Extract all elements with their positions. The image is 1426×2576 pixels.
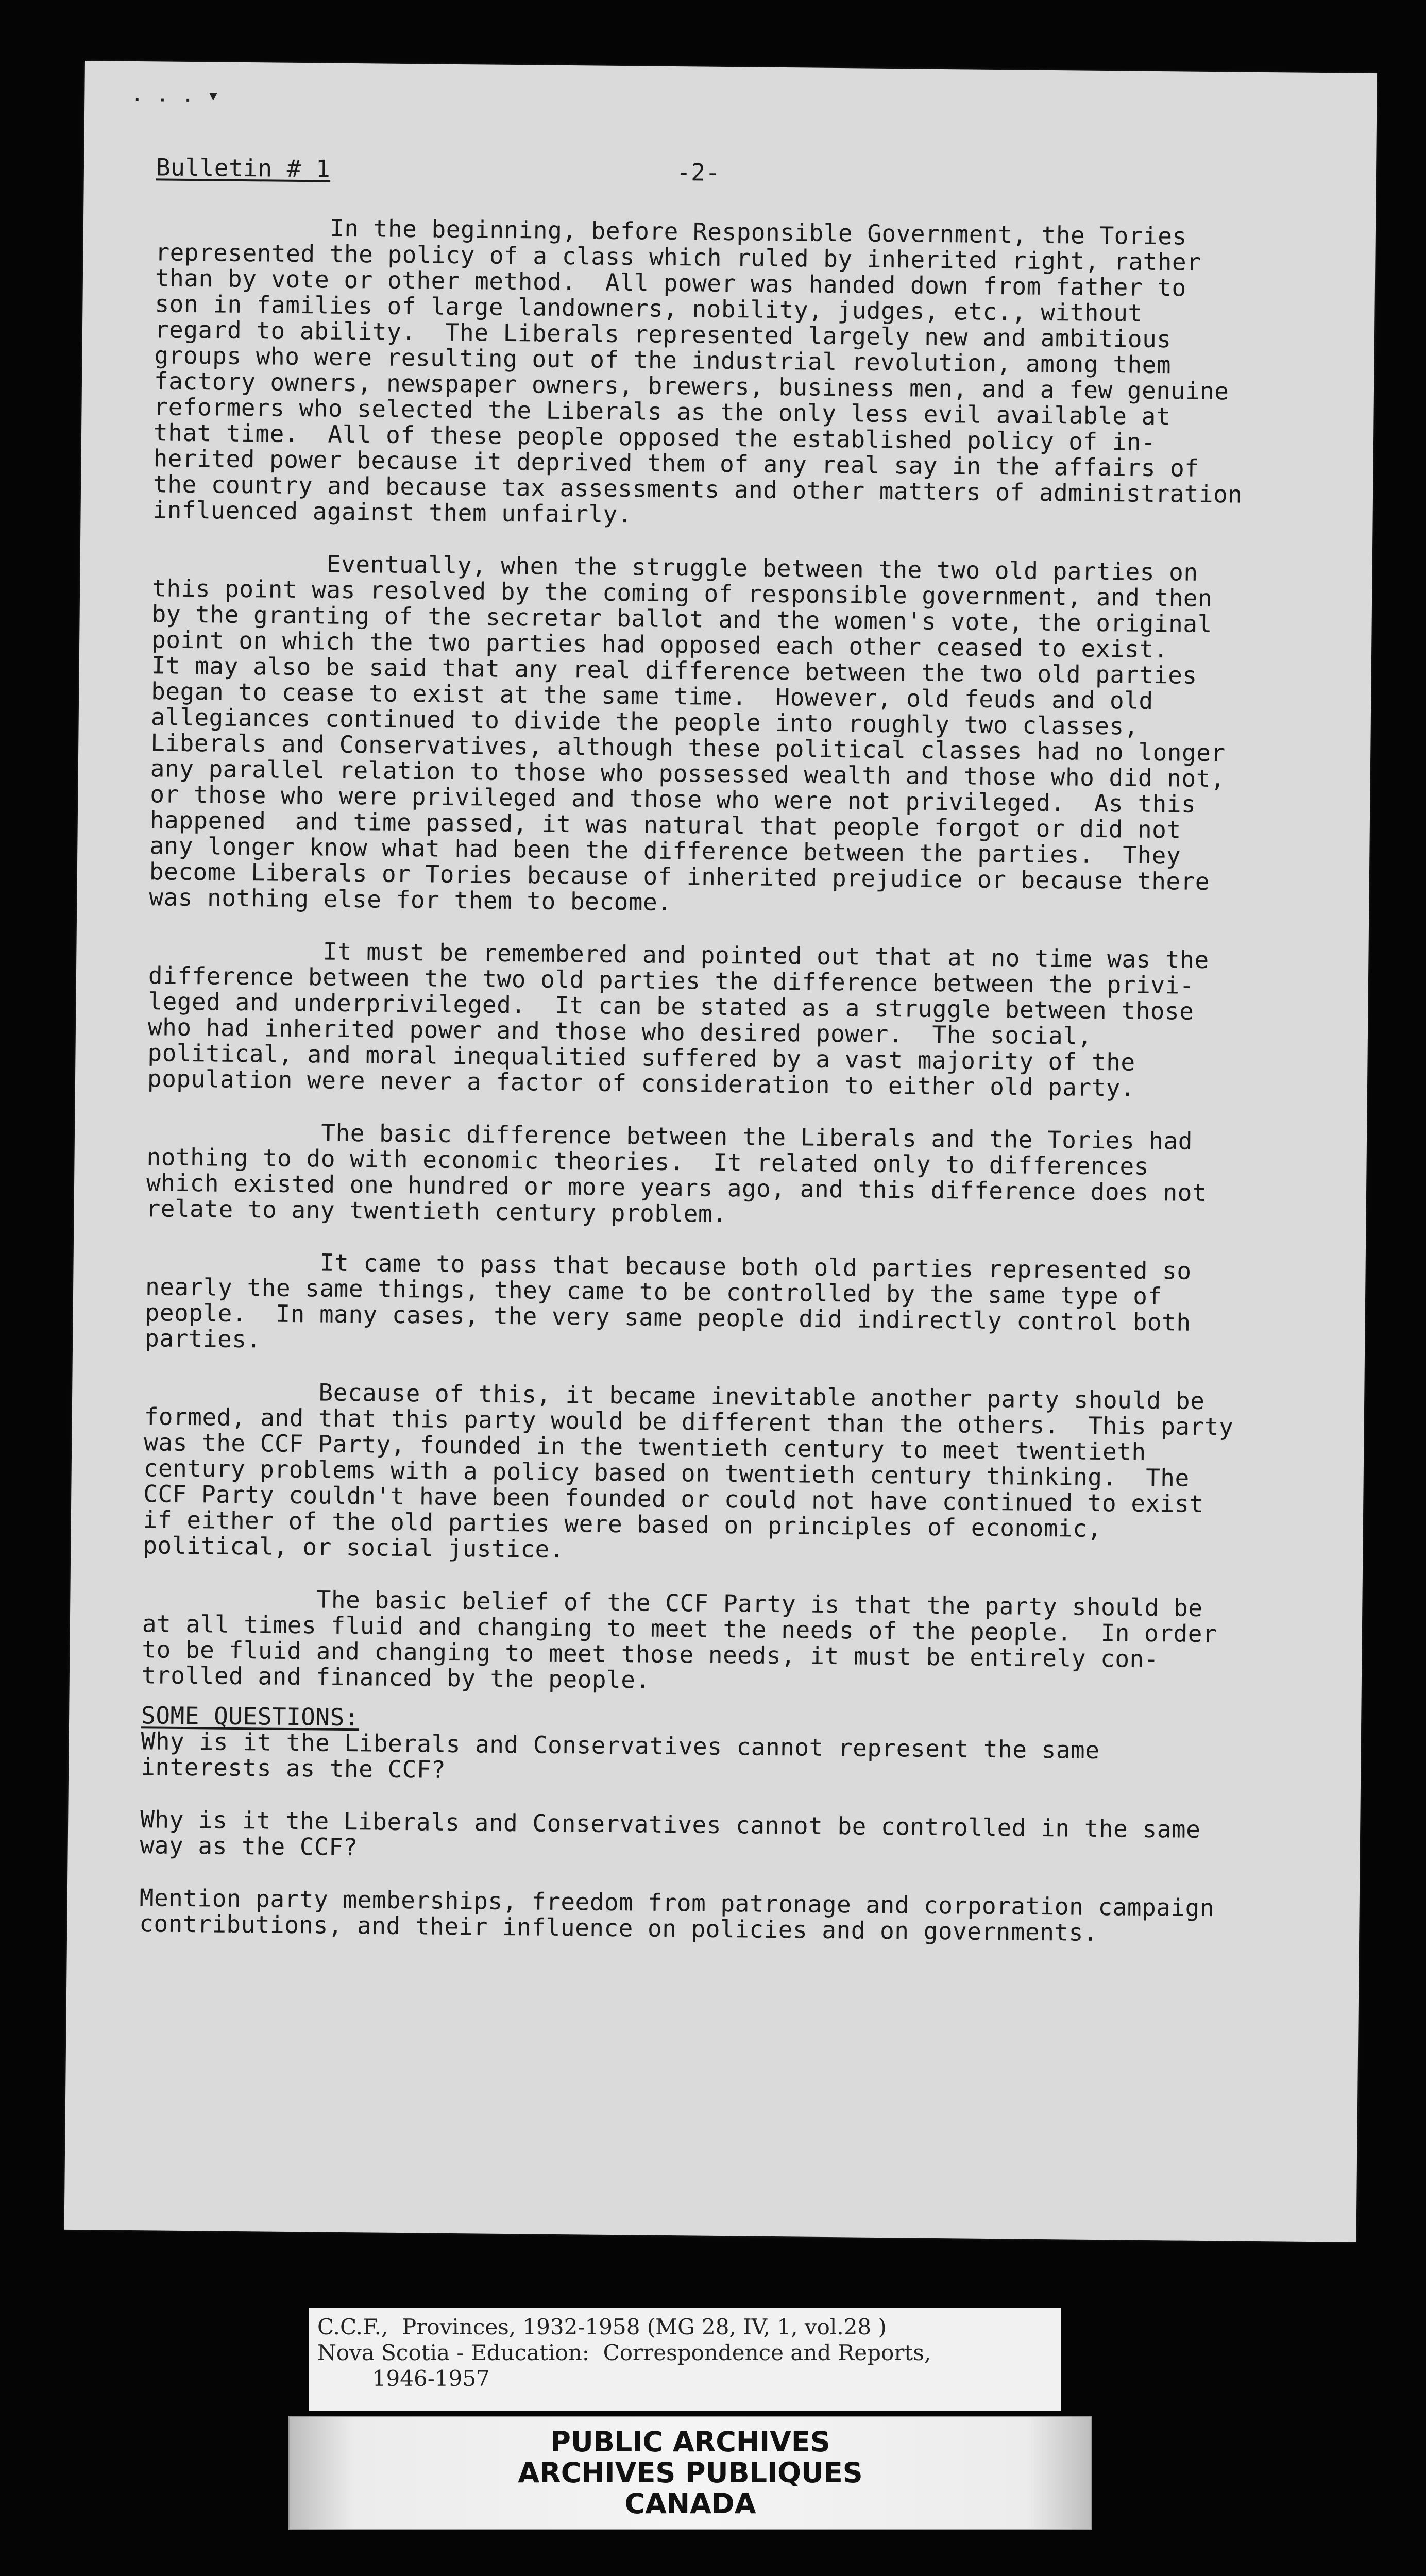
paragraph: Because of this, it became inevitable another party should be formed, and that this party would be different than the others. This party was the CCF Party, founded in the twentieth century to meet twentieth century problems with a policy based on twentieth century thinking. The CCF Party couldn't have been founded or could not have continued to exist if either of the old parties were based on principles of economic, political, or social justice. (143, 1377, 1234, 1564)
paragraph: The basic difference between the Liberals and the Tories had nothing to do with economic theories. It related only to differences which existed one hundred or more years ago, and this difference does not relate to any twentieth century problem. (146, 1117, 1207, 1228)
question-item: Mention party memberships, freedom from patronage and corporation campaign contributions, and their influence on policies and on governments. (139, 1884, 1215, 1947)
question-item: Why is it the Liberals and Conservatives cannot represent the same interests as the CCF? (140, 1727, 1100, 1784)
document-body (139, 213, 1361, 1974)
paragraph: In the beginning, before Responsible Government, the Tories represented the policy of a class which ruled by inherited right, rather than by vote or other method. All power was handed down from father to son in families of large landowners, nobility, judges, etc., without regard to ability. The Liberals represented largely new and ambitious groups who were resulting out of the industrial revolution, among them factory owners, newspaper owners, brewers, business men, and a few genuine reformers who selected the Liberals as the only less evil available at that time. All of these people opposed the established policy of in- herited power because it deprived them of any real say in the affairs of the country and because tax assessments and other matters of administration influenced against them unfairly. (152, 212, 1243, 529)
typed-page (64, 61, 1377, 2242)
catalog-line: 1946-1957 (317, 2366, 490, 2391)
catalog-line: Nova Scotia - Education: Correspondence and Reports, (317, 2340, 931, 2365)
page-number: -2- (676, 158, 720, 187)
stamp-line: PUBLIC ARCHIVES (550, 2426, 830, 2458)
corner-marks: . . . ▾ (131, 82, 220, 108)
paragraph: It came to pass that because both old parties represented so nearly the same things, they came to be controlled by the same type of people. In many cases, the very same people did indirectly control both parties. (144, 1247, 1192, 1353)
stamp-line: CANADA (624, 2487, 756, 2520)
question-item: Why is it the Liberals and Conservatives cannot be controlled in the same way as the CCF? (140, 1805, 1201, 1861)
paragraph: The basic belief of the CCF Party is that the party should be at all times fluid and changing to meet the needs of the people. In order to be fluid and changing to meet those needs, it must be entirely con- trolled and financed by the people. (141, 1584, 1217, 1694)
archive-catalog-label (309, 2308, 1061, 2411)
questions-heading: SOME QUESTIONS: (141, 1701, 360, 1732)
paragraph: It must be remembered and pointed out that at no time was the difference between the two old parties the difference between the privi- leged and underprivileged. It can be stated as a struggle between those who had inherited power and those who desired power. The social, political, and moral inequalitied suffered by a vast majority of the population were never a factor of consideration to either old party. (147, 936, 1209, 1102)
archives-stamp (288, 2416, 1092, 2530)
bulletin-header: Bulletin # 1 (156, 153, 331, 183)
stamp-line: ARCHIVES PUBLIQUES (518, 2456, 863, 2489)
catalog-line: C.C.F., Provinces, 1932-1958 (MG 28, IV, 1, vol.28 ) (317, 2314, 887, 2340)
paragraph: Eventually, when the struggle between the two old parties on this point was resolved by the coming of responsible government, and then by the granting of the secretar ballot and the women's vote, the original point on which the two parties had opposed each other ceased to exist. It may also be said that any real difference between the two old parties began to cease to exist at the same time. However, old feuds and old allegiances continued to divide the people into roughly two classes, Liberals and Conservatives, although these political classes had no longer any parallel relation to those who possessed wealth and those who did not, or those who were privileged and those who were not privileged. As this happened and time passed, it was natural that people forgot or did not any longer know what had been the difference between the parties. They become Liberals or Tories because of inherited prejudice or because there was nothing else for them to become. (149, 548, 1226, 917)
